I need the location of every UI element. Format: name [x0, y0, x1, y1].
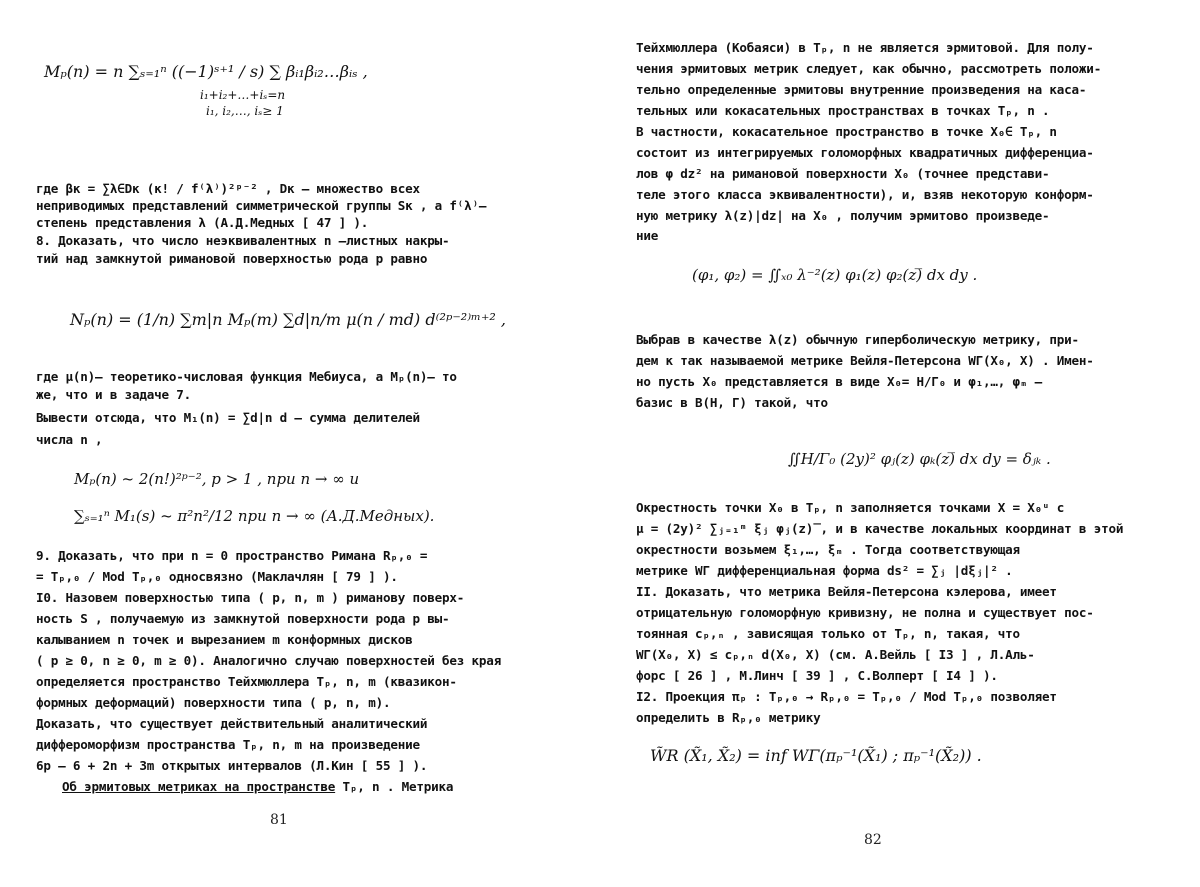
text-line: Выбрав в качестве λ(z) обычную гиперболическую метрику, при- [636, 332, 1079, 347]
text-line: базис в B(H, Г) такой, что [636, 395, 828, 410]
text-line: отрицательную голоморфную кривизну, не полна и существует пос- [636, 605, 1094, 620]
text-line: калыванием n точек и вырезанием m конформных дисков [36, 632, 413, 647]
formula-orthonormal-basis: ∬H/Γ₀ (2y)² φⱼ(z) φₖ(z)̅ dx dy = δⱼₖ . [788, 450, 1051, 468]
text-line: Доказать, что существует действительный аналитический [36, 716, 428, 731]
text-line: Тейхмюллера (Кобаяси) в Tₚ, n не является эрмитовой. Для полу- [636, 40, 1094, 55]
text-line: WΓ(X₀, X) ≤ cₚ,ₙ d(X₀, X) (см. А.Вейль [ I3 ] , Л.Аль- [636, 647, 1035, 662]
text-line: = Tₚ,₀ / Mod Tₚ,₀ односвязно (Маклачлян [ 79 ] ). [36, 569, 398, 584]
text-line: теле этого класса эквивалентности), и, взяв некоторую конформ- [636, 187, 1094, 202]
text-line: II. Доказать, что метрика Вейля-Петерсона кэлерова, имеет [636, 584, 1057, 599]
text-line: формных деформаций) поверхности типа ( p, n, m). [36, 695, 391, 710]
text-line: окрестности возьмем ξ₁,…, ξₘ . Тогда соответствующая [636, 542, 1020, 557]
text-line: ную метрику λ(z)|dz| на X₀ , получим эрмитово произведе- [636, 208, 1050, 223]
text-line: где μ(n)– теоретико-числовая функция Мебиуса, а Mₚ(n)– то [36, 369, 457, 384]
formula-mpn: Mₚ(n) = n ∑ₛ₌₁ⁿ ((−1)ˢ⁺¹ / s) ∑ βᵢ₁βᵢ₂…βᵢₛ , [44, 62, 368, 81]
text-line: метрике WΓ дифференциальная форма ds² = ∑ⱼ |dξⱼ|² . [636, 563, 1013, 578]
text-line: тельно определенные эрмитовы внутренние произведения на каса- [636, 82, 1087, 97]
formula-asymptotic-1: Mₚ(n) ~ 2(n!)²ᵖ⁻², p > 1 , при n → ∞ и [74, 470, 360, 488]
text-line: 9. Доказать, что при n = 0 пространство Римана Rₚ,₀ = [36, 548, 428, 563]
text-line: I0. Назовем поверхностью типа ( p, n, m ) риманову поверх- [36, 590, 465, 605]
text-line: В частности, кокасательное пространство в точке X₀∈ Tₚ, n [636, 124, 1057, 139]
text-line: определяется пространство Тейхмюллера Tₚ, n, m (квазикон- [36, 674, 457, 689]
text-line: состоит из интегрируемых голоморфных квадратичных дифференциа- [636, 145, 1094, 160]
text-line: ( p ≥ 0, n ≥ 0, m ≥ 0). Аналогично случаю поверхностей без края [36, 653, 502, 668]
text-line: чения эрмитовых метрик следует, как обычно, рассмотреть положи- [636, 61, 1102, 76]
formula-projected-metric: W̃R (X̃₁, X̃₂) = inf WΓ(πₚ⁻¹(X̃₁) ; πₚ⁻¹(X̃₂)) . [650, 746, 982, 765]
text-line: неприводимых представлений симметрической группы Sκ , а f⁽λ⁾– [36, 198, 487, 213]
text-line: лов φ dz² на римановой поверхности X₀ (точнее представи- [636, 166, 1050, 181]
text-line: диффероморфизм пространства Tₚ, n, m на произведение [36, 737, 420, 752]
text-line: ние [636, 228, 659, 243]
text-line: числа n , [36, 432, 103, 447]
formula-inner-product: (φ₁, φ₂) = ∬ₓ₀ λ⁻²(z) φ₁(z) φ₂(z)̅ dx dy . [692, 266, 978, 284]
text-line: степень представления λ (А.Д.Медных [ 47 ] ). [36, 215, 369, 230]
formula-npn: Nₚ(n) = (1/n) ∑m|n Mₚ(m) ∑d|n/m μ(n / md) d⁽²ᵖ⁻²⁾ᵐ⁺² , [70, 310, 506, 329]
text-line: тий над замкнутой римановой поверхностью рода p равно [36, 251, 428, 266]
text-line: определить в Rₚ,₀ метрику [636, 710, 821, 725]
formula-mpn-condition-b: i₁, i₂,…, iₛ≥ 1 [206, 104, 284, 118]
text-line: форс [ 26 ] , М.Линч [ 39 ] , С.Волперт [ I4 ] ). [636, 668, 998, 683]
text-line: I2. Проекция πₚ : Tₚ,₀ → Rₚ,₀ = Tₚ,₀ / Mod Tₚ,₀ позволяет [636, 689, 1057, 704]
text-line: 6p – 6 + 2n + 3m открытых интервалов (Л.Кин [ 55 ] ). [36, 758, 428, 773]
text-line: где βκ = ∑λ∈Dκ (κ! / f⁽λ⁾)²ᵖ⁻² , Dκ – множество всех [36, 181, 420, 196]
text-line: тоянная cₚ,ₙ , зависящая только от Tₚ, n, такая, что [636, 626, 1020, 641]
text-line: ность S , получаемую из замкнутой поверхности рода p вы- [36, 611, 450, 626]
page-number: 81 [270, 812, 288, 828]
section-title-rest: Tₚ, n . Метрика [335, 779, 454, 794]
formula-asymptotic-2: ∑ₛ₌₁ⁿ M₁(s) ~ π²n²/12 при n → ∞ (А.Д.Медных). [74, 507, 435, 525]
page-number: 82 [864, 832, 882, 848]
text-line: же, что и в задаче 7. [36, 387, 192, 402]
text-line: μ = (2y)² ∑ⱼ₌₁ᵐ ξⱼ φⱼ(z)̅ , и в качестве локальных координат в этой [636, 521, 1124, 536]
right-page [600, 0, 1200, 887]
text-line-last [62, 779, 453, 794]
text-line: Окрестность точки X₀ в Tₚ, n заполняется точками X = X₀ᵘ с [636, 500, 1065, 515]
text-line: Вывести отсюда, что M₁(n) = ∑d|n d – сумма делителей [36, 410, 420, 425]
text-line: дем к так называемой метрике Вейля-Петерсона WΓ(X₀, X) . Имен- [636, 353, 1094, 368]
text-line: 8. Доказать, что число неэквивалентных n –листных накры- [36, 233, 450, 248]
formula-mpn-condition-a: i₁+i₂+…+iₛ=n [200, 88, 286, 102]
text-line: тельных или кокасательных пространствах в точках Tₚ, n . [636, 103, 1050, 118]
text-line: но пусть X₀ представляется в виде X₀= H/Γ₀ и φ₁,…, φₘ – [636, 374, 1043, 389]
section-title-underlined: Об эрмитовых метриках на пространстве [62, 779, 336, 794]
